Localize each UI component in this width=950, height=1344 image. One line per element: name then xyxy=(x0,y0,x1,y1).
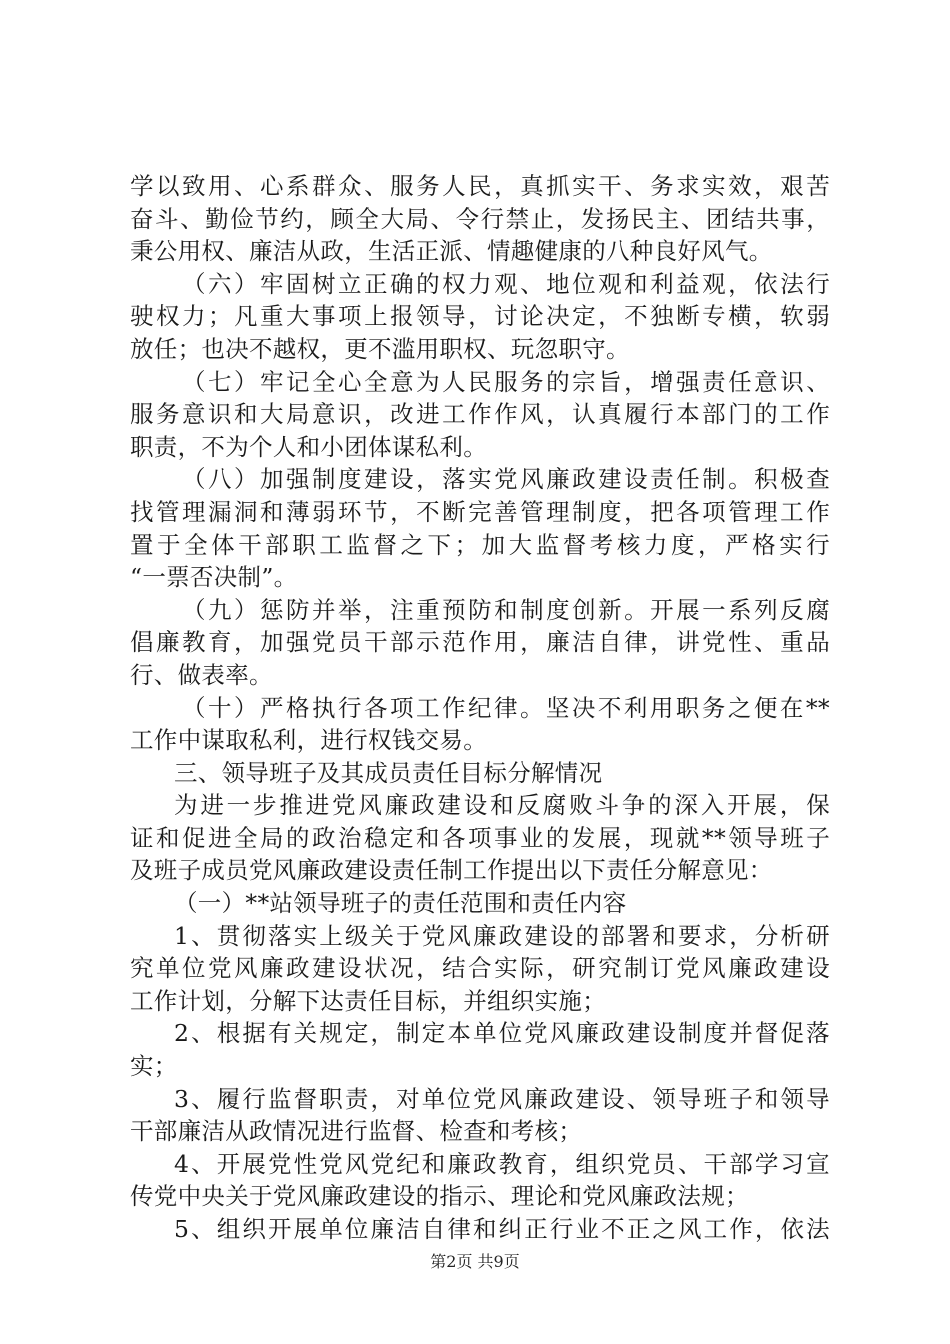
document-body xyxy=(130,170,830,1246)
text-line: 职责，不为个人和小团体谋私利。 xyxy=(130,432,487,461)
text-line: （十）严格执行各项工作纪律。坚决不利用职务之便在** xyxy=(182,693,830,722)
text-line: （八）加强制度建设，落实党风廉政建设责任制。积极查 xyxy=(182,465,830,494)
text-line: 倡廉教育，加强党员干部示范作用，廉洁自律，讲党性、重品 xyxy=(130,628,830,657)
text-line: 3、履行监督职责，对单位党风廉政建设、领导班子和领导 xyxy=(174,1084,830,1113)
text-line: 找管理漏洞和薄弱环节，不断完善管理制度，把各项管理工作 xyxy=(130,497,830,526)
text-line: （七）牢记全心全意为人民服务的宗旨，增强责任意识、 xyxy=(182,367,830,396)
text-line: 服务意识和大局意识，改进工作作风，认真履行本部门的工作 xyxy=(130,400,830,429)
text-line: 传党中央关于党风廉政建设的指示、理论和党风廉政法规； xyxy=(130,1182,749,1211)
text-line: 及班子成员党风廉政建设责任制工作提出以下责任分解意见： xyxy=(130,856,773,885)
text-line: 2、根据有关规定，制定本单位党风廉政建设制度并督促落 xyxy=(174,1019,830,1048)
text-line: 究单位党风廉政建设状况，结合实际，研究制订党风廉政建设 xyxy=(130,954,830,983)
text-line: （一）**站领导班子的责任范围和责任内容 xyxy=(174,889,627,918)
text-line: 置于全体干部职工监督之下；加大监督考核力度，严格实行 xyxy=(130,530,830,559)
text-line: 实； xyxy=(130,1052,178,1081)
text-line: 工作计划，分解下达责任目标，并组织实施； xyxy=(130,986,606,1015)
text-line: 学以致用、心系群众、服务人民，真抓实干、务求实效，艰苦 xyxy=(130,172,830,200)
text-line: 秉公用权、廉洁从政，生活正派、情趣健康的八种良好风气。 xyxy=(130,237,773,266)
text-line: 4、开展党性党风党纪和廉政教育，组织党员、干部学习宣 xyxy=(174,1149,830,1178)
text-line: 三、领导班子及其成员责任目标分解情况 xyxy=(174,758,603,787)
text-line: 5、组织开展单位廉洁自律和纠正行业不正之风工作，依法 xyxy=(174,1215,830,1243)
text-line: 工作中谋取私利，进行权钱交易。 xyxy=(130,726,487,755)
page-footer: 第2页 共9页 xyxy=(430,1252,520,1271)
text-line: 放任；也决不越权，更不滥用职权、玩忽职守。 xyxy=(130,334,630,363)
text-line: 奋斗、勤俭节约，顾全大局、令行禁止，发扬民主、团结共事， xyxy=(130,204,830,233)
text-line: 证和促进全局的政治稳定和各项事业的发展，现就**领导班子 xyxy=(130,823,830,852)
text-line: 为进一步推进党风廉政建设和反腐败斗争的深入开展，保 xyxy=(174,791,830,820)
text-line: 干部廉洁从政情况进行监督、检查和考核； xyxy=(130,1117,583,1146)
text-line: （九）惩防并举，注重预防和制度创新。开展一系列反腐 xyxy=(182,595,830,624)
text-line: “一票否决制”。 xyxy=(130,563,298,592)
text-line: 驶权力；凡重大事项上报领导，讨论决定，不独断专横，软弱 xyxy=(130,302,830,331)
text-line: 行、做表率。 xyxy=(130,660,273,689)
text-line: 1、贯彻落实上级关于党风廉政建设的部署和要求，分析研 xyxy=(174,921,830,950)
text-line: （六）牢固树立正确的权力观、地位观和利益观，依法行 xyxy=(182,269,830,298)
